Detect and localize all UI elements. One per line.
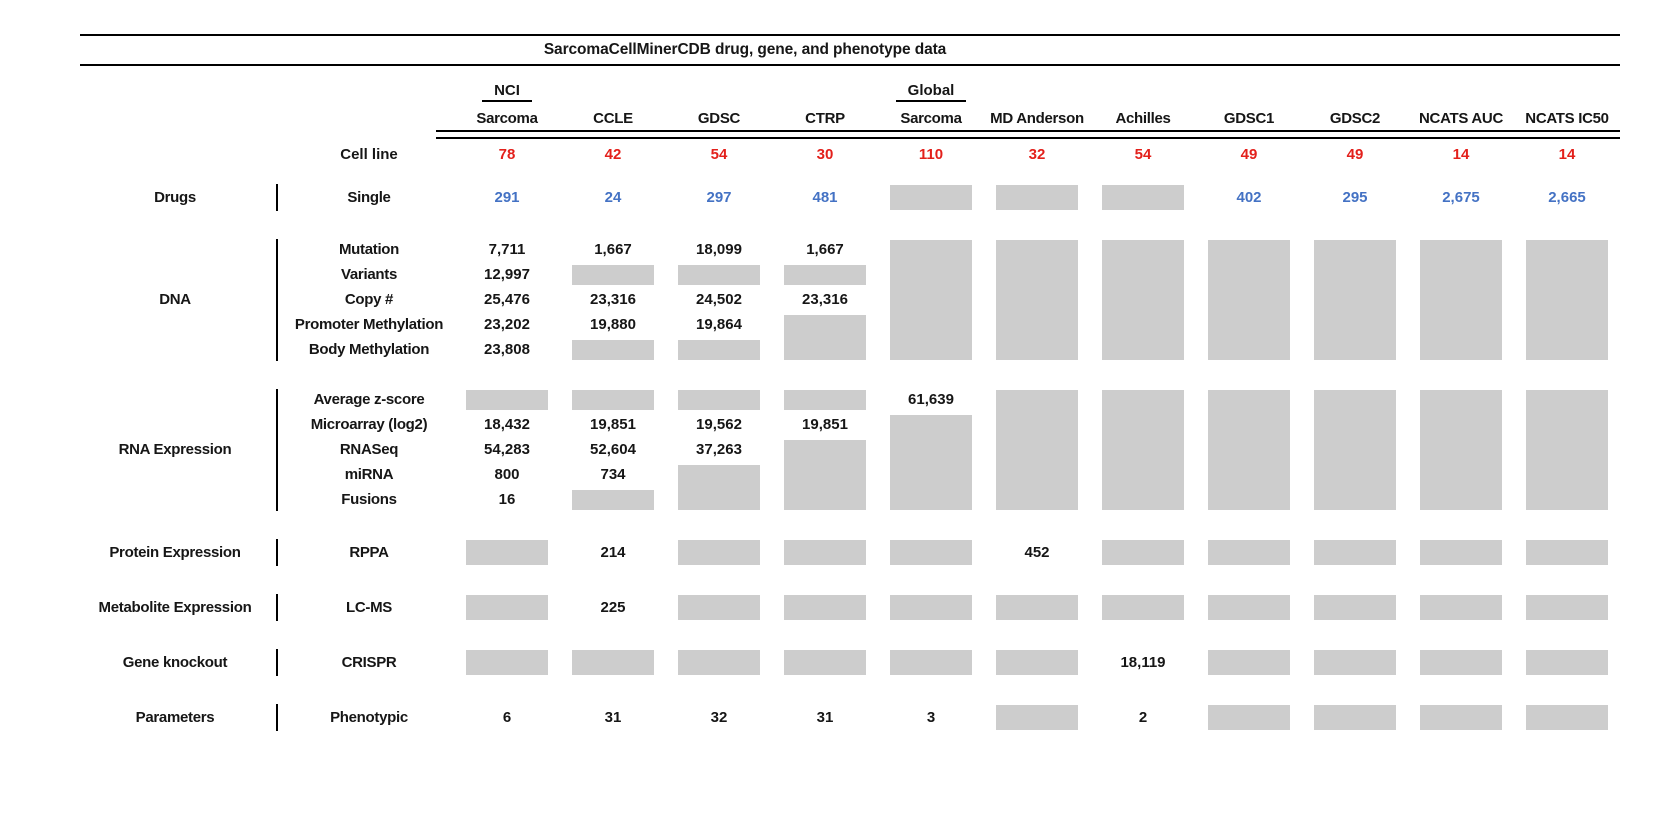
data-value-cell xyxy=(666,312,772,337)
data-value: 295 xyxy=(1342,188,1368,206)
missing-data-box xyxy=(678,390,761,410)
missing-data-box xyxy=(996,185,1079,210)
column-header-top-label: NCI xyxy=(482,82,532,102)
data-value-cell xyxy=(772,702,878,732)
category-divider-bar xyxy=(276,704,278,731)
data-value: 18,099 xyxy=(696,241,742,258)
data-value-cell xyxy=(560,592,666,622)
data-value-cell xyxy=(454,262,560,287)
missing-data-cell xyxy=(560,337,666,362)
column-header-label: GDSC1 xyxy=(1223,110,1275,127)
missing-data-box xyxy=(1420,705,1503,730)
missing-data-cell xyxy=(878,237,984,362)
data-value-cell xyxy=(560,287,666,312)
row-label: Fusions xyxy=(341,491,397,508)
missing-data-cell xyxy=(1302,237,1408,362)
missing-data-box xyxy=(1420,650,1503,675)
missing-data-cell xyxy=(1302,387,1408,512)
row-label: Mutation xyxy=(338,241,400,258)
missing-data-box xyxy=(1314,650,1397,675)
missing-data-cell xyxy=(878,182,984,212)
missing-data-box xyxy=(784,595,867,620)
row-label: LC-MS xyxy=(346,598,392,616)
missing-data-box xyxy=(572,490,655,510)
row-label: Body Methylation xyxy=(308,341,430,358)
missing-data-cell xyxy=(772,437,878,512)
missing-data-box xyxy=(1208,595,1291,620)
missing-data-box xyxy=(1208,705,1291,730)
row-label: RNASeq xyxy=(339,441,399,458)
cell-line-count: 30 xyxy=(816,145,834,163)
data-value: 225 xyxy=(600,598,626,616)
missing-data-box xyxy=(678,465,761,510)
missing-data-cell xyxy=(772,592,878,622)
data-value: 1,667 xyxy=(594,241,632,258)
cell-line-count: 78 xyxy=(498,145,516,163)
missing-data-box xyxy=(572,265,655,285)
missing-data-cell xyxy=(1302,702,1408,732)
data-value-cell xyxy=(1090,702,1196,732)
data-value-cell xyxy=(560,312,666,337)
missing-data-cell xyxy=(560,387,666,412)
missing-data-cell xyxy=(878,647,984,677)
data-value: 800 xyxy=(494,466,520,483)
missing-data-box xyxy=(1526,540,1609,565)
column-header-top xyxy=(878,82,984,106)
data-value-cell xyxy=(560,412,666,437)
missing-data-cell xyxy=(1196,387,1302,512)
category-divider-bar xyxy=(276,184,278,211)
missing-data-cell xyxy=(1514,387,1620,512)
cell-line-count: 32 xyxy=(1028,145,1046,163)
missing-data-cell xyxy=(666,387,772,412)
section-parameters xyxy=(80,702,1620,732)
category-label: Drugs xyxy=(154,188,196,206)
missing-data-cell xyxy=(772,312,878,362)
data-value-cell xyxy=(560,702,666,732)
missing-data-cell xyxy=(1514,702,1620,732)
missing-data-cell xyxy=(984,237,1090,362)
data-value: 23,202 xyxy=(484,316,530,333)
table-body xyxy=(80,182,1620,732)
column-header-label: CTRP xyxy=(805,110,845,127)
missing-data-cell xyxy=(1302,537,1408,567)
missing-data-box xyxy=(678,595,761,620)
data-value-cell xyxy=(560,462,666,487)
missing-data-cell xyxy=(1408,387,1514,512)
data-value-cell xyxy=(454,437,560,462)
missing-data-box xyxy=(466,650,549,675)
column-header-top xyxy=(454,82,560,106)
missing-data-box xyxy=(1102,595,1185,620)
data-value: 19,880 xyxy=(590,316,636,333)
missing-data-box xyxy=(572,340,655,360)
data-value: 16 xyxy=(498,491,516,508)
data-value: 24 xyxy=(604,188,622,206)
missing-data-cell xyxy=(1514,237,1620,362)
missing-data-cell xyxy=(666,337,772,362)
missing-data-box xyxy=(784,265,867,285)
missing-data-box xyxy=(1420,595,1503,620)
data-value-cell xyxy=(454,487,560,512)
data-value: 54,283 xyxy=(484,441,530,458)
data-value-cell xyxy=(666,702,772,732)
category-label: Metabolite Expression xyxy=(98,598,252,616)
column-header-label: NCATS IC50 xyxy=(1525,110,1609,127)
row-label: Microarray (log2) xyxy=(310,416,428,433)
missing-data-cell xyxy=(878,537,984,567)
data-value-cell xyxy=(772,287,878,312)
data-value-cell xyxy=(666,412,772,437)
section-protein-expression xyxy=(80,537,1620,567)
missing-data-cell xyxy=(1090,537,1196,567)
row-label: Single xyxy=(347,188,391,206)
missing-data-cell xyxy=(1090,592,1196,622)
title-band xyxy=(80,34,1620,66)
section-drugs xyxy=(80,182,1620,212)
missing-data-box xyxy=(890,185,973,210)
data-value: 6 xyxy=(502,708,512,726)
category-divider-bar xyxy=(276,594,278,621)
missing-data-cell xyxy=(454,647,560,677)
data-value: 37,263 xyxy=(696,441,742,458)
missing-data-cell xyxy=(984,647,1090,677)
missing-data-box xyxy=(1314,240,1397,360)
table-title: SarcomaCellMinerCDB drug, gene, and phenotype data xyxy=(543,41,947,58)
missing-data-box xyxy=(996,650,1079,675)
missing-data-box xyxy=(466,390,549,410)
missing-data-box xyxy=(1420,240,1503,360)
category-divider-bar xyxy=(276,389,278,511)
missing-data-cell xyxy=(772,387,878,412)
data-value-cell xyxy=(454,287,560,312)
data-value: 7,711 xyxy=(488,241,526,258)
missing-data-cell xyxy=(984,592,1090,622)
missing-data-box xyxy=(1526,240,1609,360)
data-value: 2 xyxy=(1138,708,1148,726)
data-value: 23,808 xyxy=(484,341,530,358)
missing-data-box xyxy=(1102,390,1185,510)
cell-line-count: 54 xyxy=(1134,145,1152,163)
data-value: 19,851 xyxy=(590,416,636,433)
missing-data-cell xyxy=(454,537,560,567)
section-metabolite-expression xyxy=(80,592,1620,622)
data-value: 19,864 xyxy=(696,316,742,333)
data-value-cell xyxy=(560,437,666,462)
title-bottom-rule xyxy=(80,64,1620,66)
data-value: 2,675 xyxy=(1442,188,1480,206)
section-dna xyxy=(80,237,1620,362)
data-value-cell xyxy=(560,237,666,262)
header-double-rule xyxy=(436,130,1620,139)
missing-data-box xyxy=(1526,650,1609,675)
data-value: 24,502 xyxy=(696,291,742,308)
data-value: 61,639 xyxy=(908,391,954,408)
data-value: 18,119 xyxy=(1120,653,1166,671)
missing-data-box xyxy=(572,390,655,410)
missing-data-cell xyxy=(1196,702,1302,732)
missing-data-box xyxy=(784,390,867,410)
missing-data-cell xyxy=(666,592,772,622)
data-value-cell xyxy=(878,702,984,732)
missing-data-box xyxy=(1208,390,1291,510)
missing-data-cell xyxy=(1408,702,1514,732)
category-divider-bar xyxy=(276,239,278,361)
missing-data-box xyxy=(1208,540,1291,565)
missing-data-cell xyxy=(878,412,984,512)
missing-data-box xyxy=(1208,650,1291,675)
missing-data-box xyxy=(1102,540,1185,565)
data-value: 297 xyxy=(706,188,732,206)
missing-data-box xyxy=(1314,705,1397,730)
data-value-cell xyxy=(454,182,560,212)
row-label: CRISPR xyxy=(341,653,397,671)
category-divider-bar xyxy=(276,539,278,566)
missing-data-cell xyxy=(984,182,1090,212)
cell-line-row-label: Cell line xyxy=(340,145,398,163)
section-rna-expression xyxy=(80,387,1620,512)
row-label: Variants xyxy=(341,266,397,283)
missing-data-cell xyxy=(666,647,772,677)
missing-data-box xyxy=(890,240,973,360)
data-value: 402 xyxy=(1236,188,1262,206)
missing-data-cell xyxy=(666,537,772,567)
data-value: 214 xyxy=(600,543,626,561)
data-value-cell xyxy=(666,437,772,462)
category-label: Protein Expression xyxy=(109,543,241,561)
figure-table xyxy=(80,34,1620,732)
data-value-cell xyxy=(454,412,560,437)
section-gene-knockout xyxy=(80,647,1620,677)
data-value: 25,476 xyxy=(484,291,530,308)
missing-data-box xyxy=(784,440,867,510)
missing-data-box xyxy=(1420,390,1503,510)
data-value: 19,851 xyxy=(802,416,848,433)
cell-line-count: 49 xyxy=(1240,145,1258,163)
row-label: Phenotypic xyxy=(330,708,408,726)
data-value-cell xyxy=(1090,647,1196,677)
missing-data-cell xyxy=(772,537,878,567)
missing-data-box xyxy=(1102,240,1185,360)
missing-data-box xyxy=(1526,390,1609,510)
data-value: 734 xyxy=(600,466,626,483)
category-label: RNA Expression xyxy=(118,441,232,458)
data-value-cell xyxy=(454,337,560,362)
data-value-cell xyxy=(1196,182,1302,212)
data-value: 2,665 xyxy=(1548,188,1586,206)
row-label: RPPA xyxy=(349,543,389,561)
missing-data-cell xyxy=(560,647,666,677)
column-header-top-label: Global xyxy=(896,82,967,102)
missing-data-box xyxy=(784,315,867,360)
cell-line-count: 110 xyxy=(918,145,944,163)
missing-data-box xyxy=(466,540,549,565)
missing-data-cell xyxy=(1514,592,1620,622)
missing-data-cell xyxy=(454,387,560,412)
missing-data-box xyxy=(890,650,973,675)
missing-data-box xyxy=(890,415,973,510)
missing-data-box xyxy=(784,540,867,565)
cell-line-count: 54 xyxy=(710,145,728,163)
missing-data-cell xyxy=(666,462,772,512)
category-label: DNA xyxy=(159,291,191,308)
data-value: 291 xyxy=(494,188,520,206)
missing-data-cell xyxy=(772,647,878,677)
missing-data-cell xyxy=(1408,647,1514,677)
missing-data-cell xyxy=(984,702,1090,732)
missing-data-box xyxy=(1314,390,1397,510)
missing-data-box xyxy=(996,595,1079,620)
column-header-label: MD Anderson xyxy=(990,110,1084,127)
row-label: Average z-score xyxy=(313,391,425,408)
data-value: 52,604 xyxy=(590,441,636,458)
missing-data-box xyxy=(1526,595,1609,620)
missing-data-cell xyxy=(878,592,984,622)
missing-data-cell xyxy=(454,592,560,622)
data-value-cell xyxy=(984,537,1090,567)
missing-data-box xyxy=(1314,540,1397,565)
missing-data-cell xyxy=(1514,537,1620,567)
missing-data-cell xyxy=(1408,237,1514,362)
missing-data-box xyxy=(1208,240,1291,360)
data-value-cell xyxy=(560,182,666,212)
missing-data-cell xyxy=(1514,647,1620,677)
missing-data-box xyxy=(784,650,867,675)
missing-data-box xyxy=(572,650,655,675)
missing-data-box xyxy=(678,540,761,565)
missing-data-box xyxy=(1420,540,1503,565)
missing-data-cell xyxy=(772,262,878,287)
missing-data-cell xyxy=(560,487,666,512)
row-label: Copy # xyxy=(344,291,394,308)
missing-data-cell xyxy=(1090,182,1196,212)
data-value-cell xyxy=(454,237,560,262)
missing-data-cell xyxy=(1196,647,1302,677)
data-value: 32 xyxy=(710,708,728,726)
missing-data-box xyxy=(1314,595,1397,620)
missing-data-cell xyxy=(1408,592,1514,622)
data-value: 12,997 xyxy=(484,266,530,283)
column-header-label: Achilles xyxy=(1115,110,1171,127)
data-value: 481 xyxy=(812,188,838,206)
data-value-cell xyxy=(454,312,560,337)
missing-data-box xyxy=(1102,185,1185,210)
missing-data-cell xyxy=(1408,537,1514,567)
cell-line-count: 42 xyxy=(604,145,622,163)
missing-data-cell xyxy=(560,262,666,287)
category-label: Parameters xyxy=(135,708,215,726)
missing-data-cell xyxy=(1196,592,1302,622)
column-header-label: Sarcoma xyxy=(476,110,538,127)
data-value-cell xyxy=(878,387,984,412)
column-header-label: CCLE xyxy=(593,110,633,127)
data-value-cell xyxy=(666,287,772,312)
data-value-cell xyxy=(560,537,666,567)
missing-data-cell xyxy=(1302,592,1408,622)
column-header-label: Sarcoma xyxy=(900,110,962,127)
column-header-label: GDSC xyxy=(697,110,741,127)
missing-data-box xyxy=(996,240,1079,360)
data-value-cell xyxy=(1514,182,1620,212)
data-value-cell xyxy=(666,237,772,262)
cell-line-count: 14 xyxy=(1452,145,1470,163)
column-header-label: GDSC2 xyxy=(1329,110,1381,127)
missing-data-box xyxy=(678,265,761,285)
row-label: miRNA xyxy=(344,466,394,483)
data-value-cell xyxy=(772,182,878,212)
cell-line-count: 14 xyxy=(1558,145,1576,163)
missing-data-box xyxy=(678,650,761,675)
category-label: Gene knockout xyxy=(122,653,228,671)
missing-data-box xyxy=(996,390,1079,510)
missing-data-cell xyxy=(1090,387,1196,512)
data-value-cell xyxy=(666,182,772,212)
data-value: 18,432 xyxy=(484,416,530,433)
missing-data-cell xyxy=(1196,237,1302,362)
cell-line-count: 49 xyxy=(1346,145,1364,163)
data-value: 452 xyxy=(1024,543,1050,561)
missing-data-box xyxy=(996,705,1079,730)
missing-data-cell xyxy=(666,262,772,287)
row-label: Promoter Methylation xyxy=(294,316,444,333)
data-value: 19,562 xyxy=(696,416,742,433)
data-value: 3 xyxy=(926,708,936,726)
data-value: 31 xyxy=(816,708,834,726)
missing-data-cell xyxy=(1302,647,1408,677)
missing-data-cell xyxy=(1196,537,1302,567)
data-value: 23,316 xyxy=(590,291,636,308)
data-value: 23,316 xyxy=(802,291,848,308)
column-header-row xyxy=(80,82,1620,169)
data-value: 31 xyxy=(604,708,622,726)
missing-data-box xyxy=(1526,705,1609,730)
missing-data-box xyxy=(890,540,973,565)
column-header-label: NCATS AUC xyxy=(1419,110,1503,127)
missing-data-cell xyxy=(984,387,1090,512)
data-value-cell xyxy=(772,412,878,437)
data-value-cell xyxy=(772,237,878,262)
data-value-cell xyxy=(454,462,560,487)
missing-data-box xyxy=(890,595,973,620)
category-divider-bar xyxy=(276,649,278,676)
data-value-cell xyxy=(1302,182,1408,212)
data-value-cell xyxy=(1408,182,1514,212)
missing-data-box xyxy=(678,340,761,360)
missing-data-box xyxy=(466,595,549,620)
data-value-cell xyxy=(454,702,560,732)
missing-data-cell xyxy=(1090,237,1196,362)
data-value: 1,667 xyxy=(806,241,844,258)
